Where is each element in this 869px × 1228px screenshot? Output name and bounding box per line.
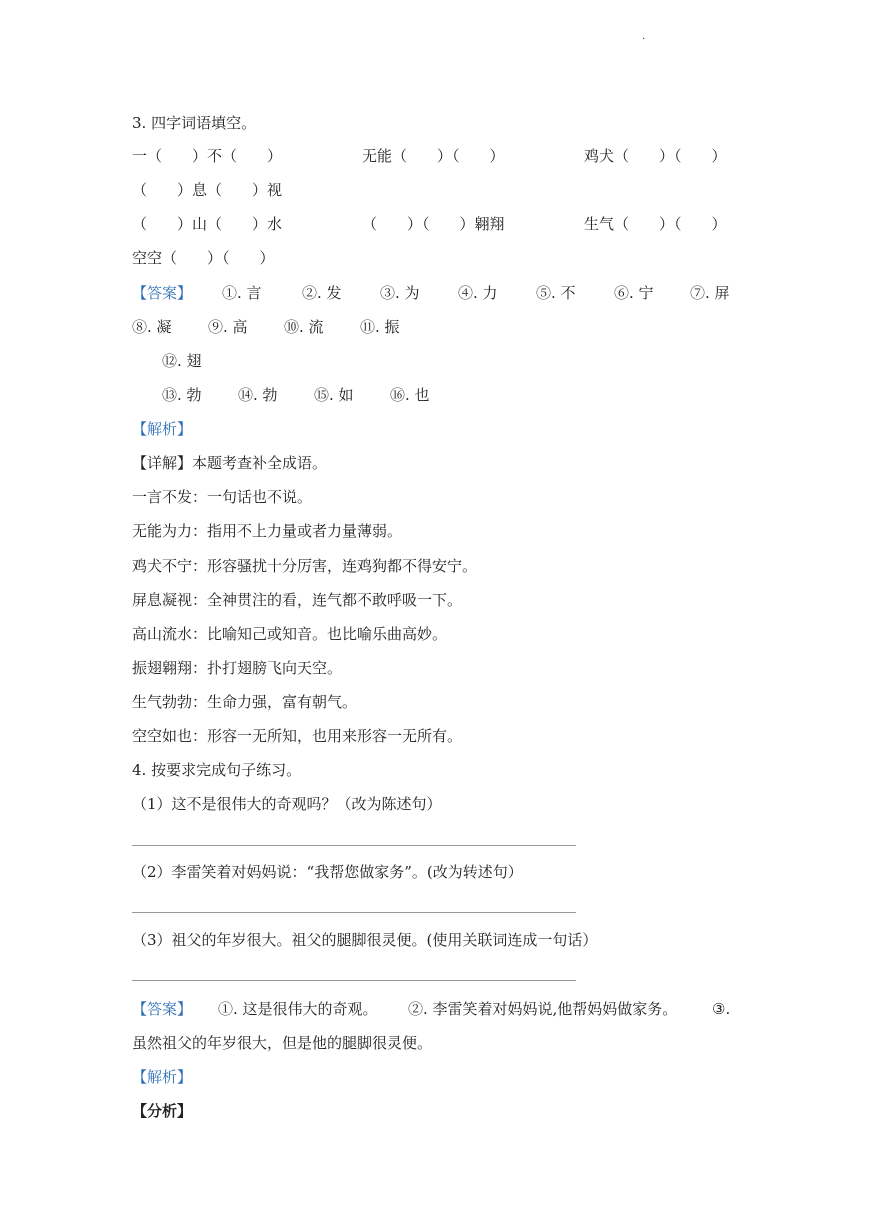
- q4-fenxi: 【分析】: [132, 1102, 193, 1120]
- q3-answer: ⑭. 勃: [238, 386, 278, 404]
- q3-answer: ②. 发: [302, 284, 342, 302]
- q3-answer: ⑤. 不: [536, 284, 576, 302]
- q3-title: 3. 四字词语填空。: [132, 114, 257, 132]
- q3-explanation: 空空如也：形容一无所知，也用来形容一无所有。: [132, 727, 463, 745]
- q3-explanation: 一言不发：一句话也不说。: [132, 488, 313, 506]
- q4-analysis-label: 【解析】: [132, 1068, 193, 1086]
- answer-line-2[interactable]: [132, 912, 576, 913]
- q3-answer: ⑩. 流: [284, 318, 324, 336]
- q3-analysis-label: 【解析】: [132, 420, 193, 438]
- q4-answer-b: ②. 李雷笑着对妈妈说,他帮妈妈做家务。: [408, 1000, 678, 1018]
- q3-explanation: 鸡犬不宁：形容骚扰十分厉害，连鸡狗都不得安宁。: [132, 557, 478, 575]
- q3-answer: ③. 为: [380, 284, 420, 302]
- q3-blank-4: （ ）息（ ）视: [132, 181, 283, 199]
- q3-answer: ⑧. 凝: [132, 318, 172, 336]
- q3-answer: ⑦. 屏: [690, 284, 730, 302]
- q3-answer-label: 【答案】: [132, 284, 193, 302]
- q3-blank-6: （ ）（ ）翱翔: [362, 215, 505, 233]
- q4-item-3: （3）祖父的年岁很大。祖父的腿脚很灵便。(使用关联词连成一句话）: [132, 931, 598, 949]
- q3-detail: 【详解】本题考查补全成语。: [132, 454, 328, 472]
- q3-blank-5: （ ）山（ ）水: [132, 215, 283, 233]
- q3-answer: ⑬. 勃: [162, 386, 202, 404]
- q4-answer-a: ①. 这是很伟大的奇观。: [218, 1000, 378, 1018]
- q3-blank-1: 一（ ）不（ ）: [132, 147, 283, 165]
- q4-answer-c: 虽然祖父的年岁很大，但是他的腿脚很灵便。: [132, 1034, 433, 1052]
- q3-answer: ⑮. 如: [314, 386, 354, 404]
- q3-blank-8: 空空（ ）（ ）: [132, 249, 275, 267]
- q4-item-2: （2）李雷笑着对妈妈说：“我帮您做家务”。(改为转述句）: [132, 863, 523, 881]
- q3-answer: ⑨. 高: [208, 318, 248, 336]
- q3-blank-2: 无能（ ）（ ）: [362, 147, 505, 165]
- q4-answer-c-num: ③.: [712, 1000, 731, 1018]
- q3-answer: ⑯. 也: [390, 386, 430, 404]
- q3-explanation: 高山流水：比喻知己或知音。也比喻乐曲高妙。: [132, 625, 448, 643]
- answer-line-3[interactable]: [132, 980, 576, 981]
- q3-explanation: 振翅翱翔：扑打翅膀飞向天空。: [132, 659, 343, 677]
- q4-item-1: （1）这不是很伟大的奇观吗？（改为陈述句）: [132, 795, 442, 813]
- q3-answer: ④. 力: [458, 284, 498, 302]
- q3-blank-3: 鸡犬（ ）（ ）: [584, 147, 727, 165]
- q3-explanation: 屏息凝视：全神贯注的看，连气都不敢呼吸一下。: [132, 591, 463, 609]
- answer-line-1[interactable]: [132, 845, 576, 846]
- q3-answer: ⑥. 宁: [614, 284, 654, 302]
- q3-answer: ①. 言: [222, 284, 262, 302]
- q3-explanation: 无能为力：指用不上力量或者力量薄弱。: [132, 522, 403, 540]
- page-mark: ·: [642, 34, 646, 45]
- q3-explanation: 生气勃勃：生命力强，富有朝气。: [132, 693, 358, 711]
- q3-answer: ⑫. 翅: [162, 352, 202, 370]
- q4-title: 4. 按要求完成句子练习。: [132, 761, 302, 779]
- q3-answer: ⑪. 振: [360, 318, 400, 336]
- q3-blank-7: 生气（ ）（ ）: [584, 215, 727, 233]
- q4-answer-label: 【答案】: [132, 1000, 193, 1018]
